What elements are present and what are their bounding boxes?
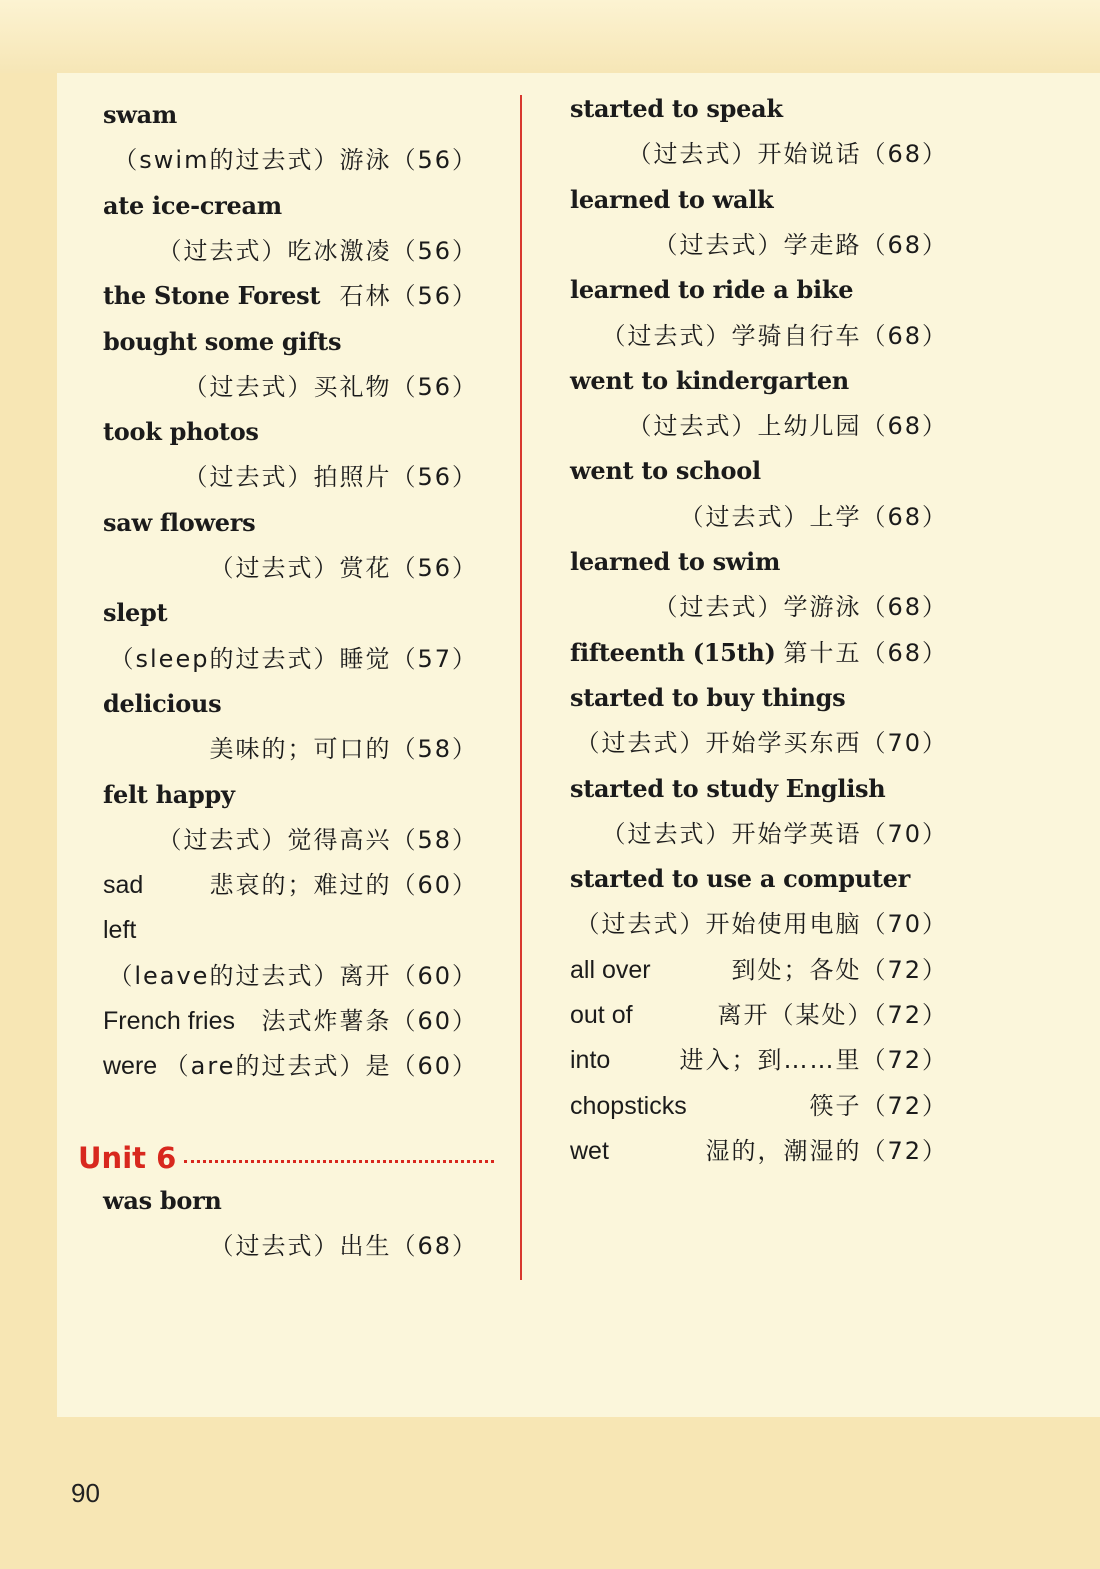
vocab-word: French fries <box>103 1007 235 1035</box>
vocab-word: the Stone Forest <box>103 281 321 311</box>
vocab-translation: 进入；到……里（72） <box>679 1046 948 1075</box>
vocab-translation: （sleep的过去式）睡觉（57） <box>109 644 478 673</box>
unit-heading-dotted-rule <box>184 1160 494 1163</box>
vocab-translation: 法式炸薯条（60） <box>261 1007 478 1035</box>
vocab-word: learned to walk <box>570 184 774 214</box>
vocab-word: all over <box>570 955 651 984</box>
vocab-word: went to kindergarten <box>570 365 849 395</box>
vocab-translation: 湿的，潮湿的（72） <box>705 1136 948 1165</box>
page-top-margin <box>0 0 1100 73</box>
vocab-word: into <box>570 1046 611 1075</box>
vocab-word: slept <box>103 598 168 628</box>
vocab-translation: （过去式）学游泳（68） <box>653 593 948 622</box>
vocab-word: started to speak <box>570 94 783 123</box>
vocab-translation: （过去式）上学（68） <box>679 502 948 531</box>
vocab-word: out of <box>570 1001 633 1029</box>
vocab-translation: 到处；各处（72） <box>731 955 948 984</box>
vocab-translation: 筷子（72） <box>809 1091 948 1120</box>
vocab-translation: （过去式）开始学英语（70） <box>601 819 948 848</box>
vocab-translation: 悲哀的；难过的（60） <box>209 871 478 900</box>
vocab-translation: （过去式）学走路（68） <box>653 230 948 259</box>
vocab-translation: （过去式）觉得高兴（58） <box>157 825 478 854</box>
vocab-word: chopsticks <box>570 1091 687 1120</box>
vocab-word: started to buy things <box>570 682 846 712</box>
vocab-word: was born <box>103 1186 222 1215</box>
vocab-word: sad <box>103 871 144 900</box>
vocab-translation: （过去式）学骑自行车（68） <box>601 321 948 350</box>
vocab-translation: （过去式）拍照片（56） <box>183 463 478 492</box>
unit-heading <box>78 1136 488 1178</box>
vocab-word: went to school <box>570 456 761 486</box>
vocab-word: left <box>103 916 137 945</box>
vocab-word: fifteenth (15th) <box>570 637 776 667</box>
vocab-translation: （swim的过去式）游泳（56） <box>113 146 478 175</box>
vocab-word: were <box>103 1052 158 1081</box>
vocab-translation: （过去式）开始学买东西（70） <box>575 729 948 758</box>
vocab-translation: （过去式）开始说话（68） <box>627 140 948 169</box>
vocab-word: started to use a computer <box>570 864 910 894</box>
vocab-word: started to study English <box>570 773 886 803</box>
page-number: 90 <box>71 1478 100 1508</box>
vocab-word: learned to ride a bike <box>570 275 854 305</box>
unit-title: Unit 6 <box>78 1140 177 1175</box>
vocab-word: felt happy <box>103 779 235 809</box>
vocab-translation: （are的过去式）是（60） <box>164 1052 478 1081</box>
vocab-translation: （过去式）上幼儿园（68） <box>627 412 948 441</box>
vocab-translation: 离开（某处）（72） <box>717 1001 948 1029</box>
vocab-translation: （过去式）出生（68） <box>209 1232 478 1261</box>
vocab-translation: （过去式）买礼物（56） <box>183 372 478 401</box>
vocab-word: learned to swim <box>570 547 781 576</box>
vocab-word: delicious <box>103 688 222 718</box>
vocab-word: saw flowers <box>103 507 256 537</box>
vocab-word: took photos <box>103 417 259 447</box>
column-divider <box>520 95 522 1280</box>
vocab-translation: （过去式）吃冰激凌（56） <box>157 236 478 265</box>
vocab-translation: （过去式）开始使用电脑（70） <box>575 910 948 939</box>
vocab-word: bought some gifts <box>103 326 342 356</box>
vocab-word: ate ice-cream <box>103 190 282 220</box>
vocab-word: swam <box>103 100 177 129</box>
vocab-translation: 美味的；可口的（58） <box>209 735 478 764</box>
vocab-translation: 石林（56） <box>339 282 478 311</box>
vocab-translation: （过去式）赏花（56） <box>209 554 478 582</box>
vocab-word: wet <box>570 1136 609 1165</box>
vocab-translation: （leave的过去式）离开（60） <box>108 961 478 990</box>
vocab-translation: 第十五（68） <box>783 638 948 667</box>
